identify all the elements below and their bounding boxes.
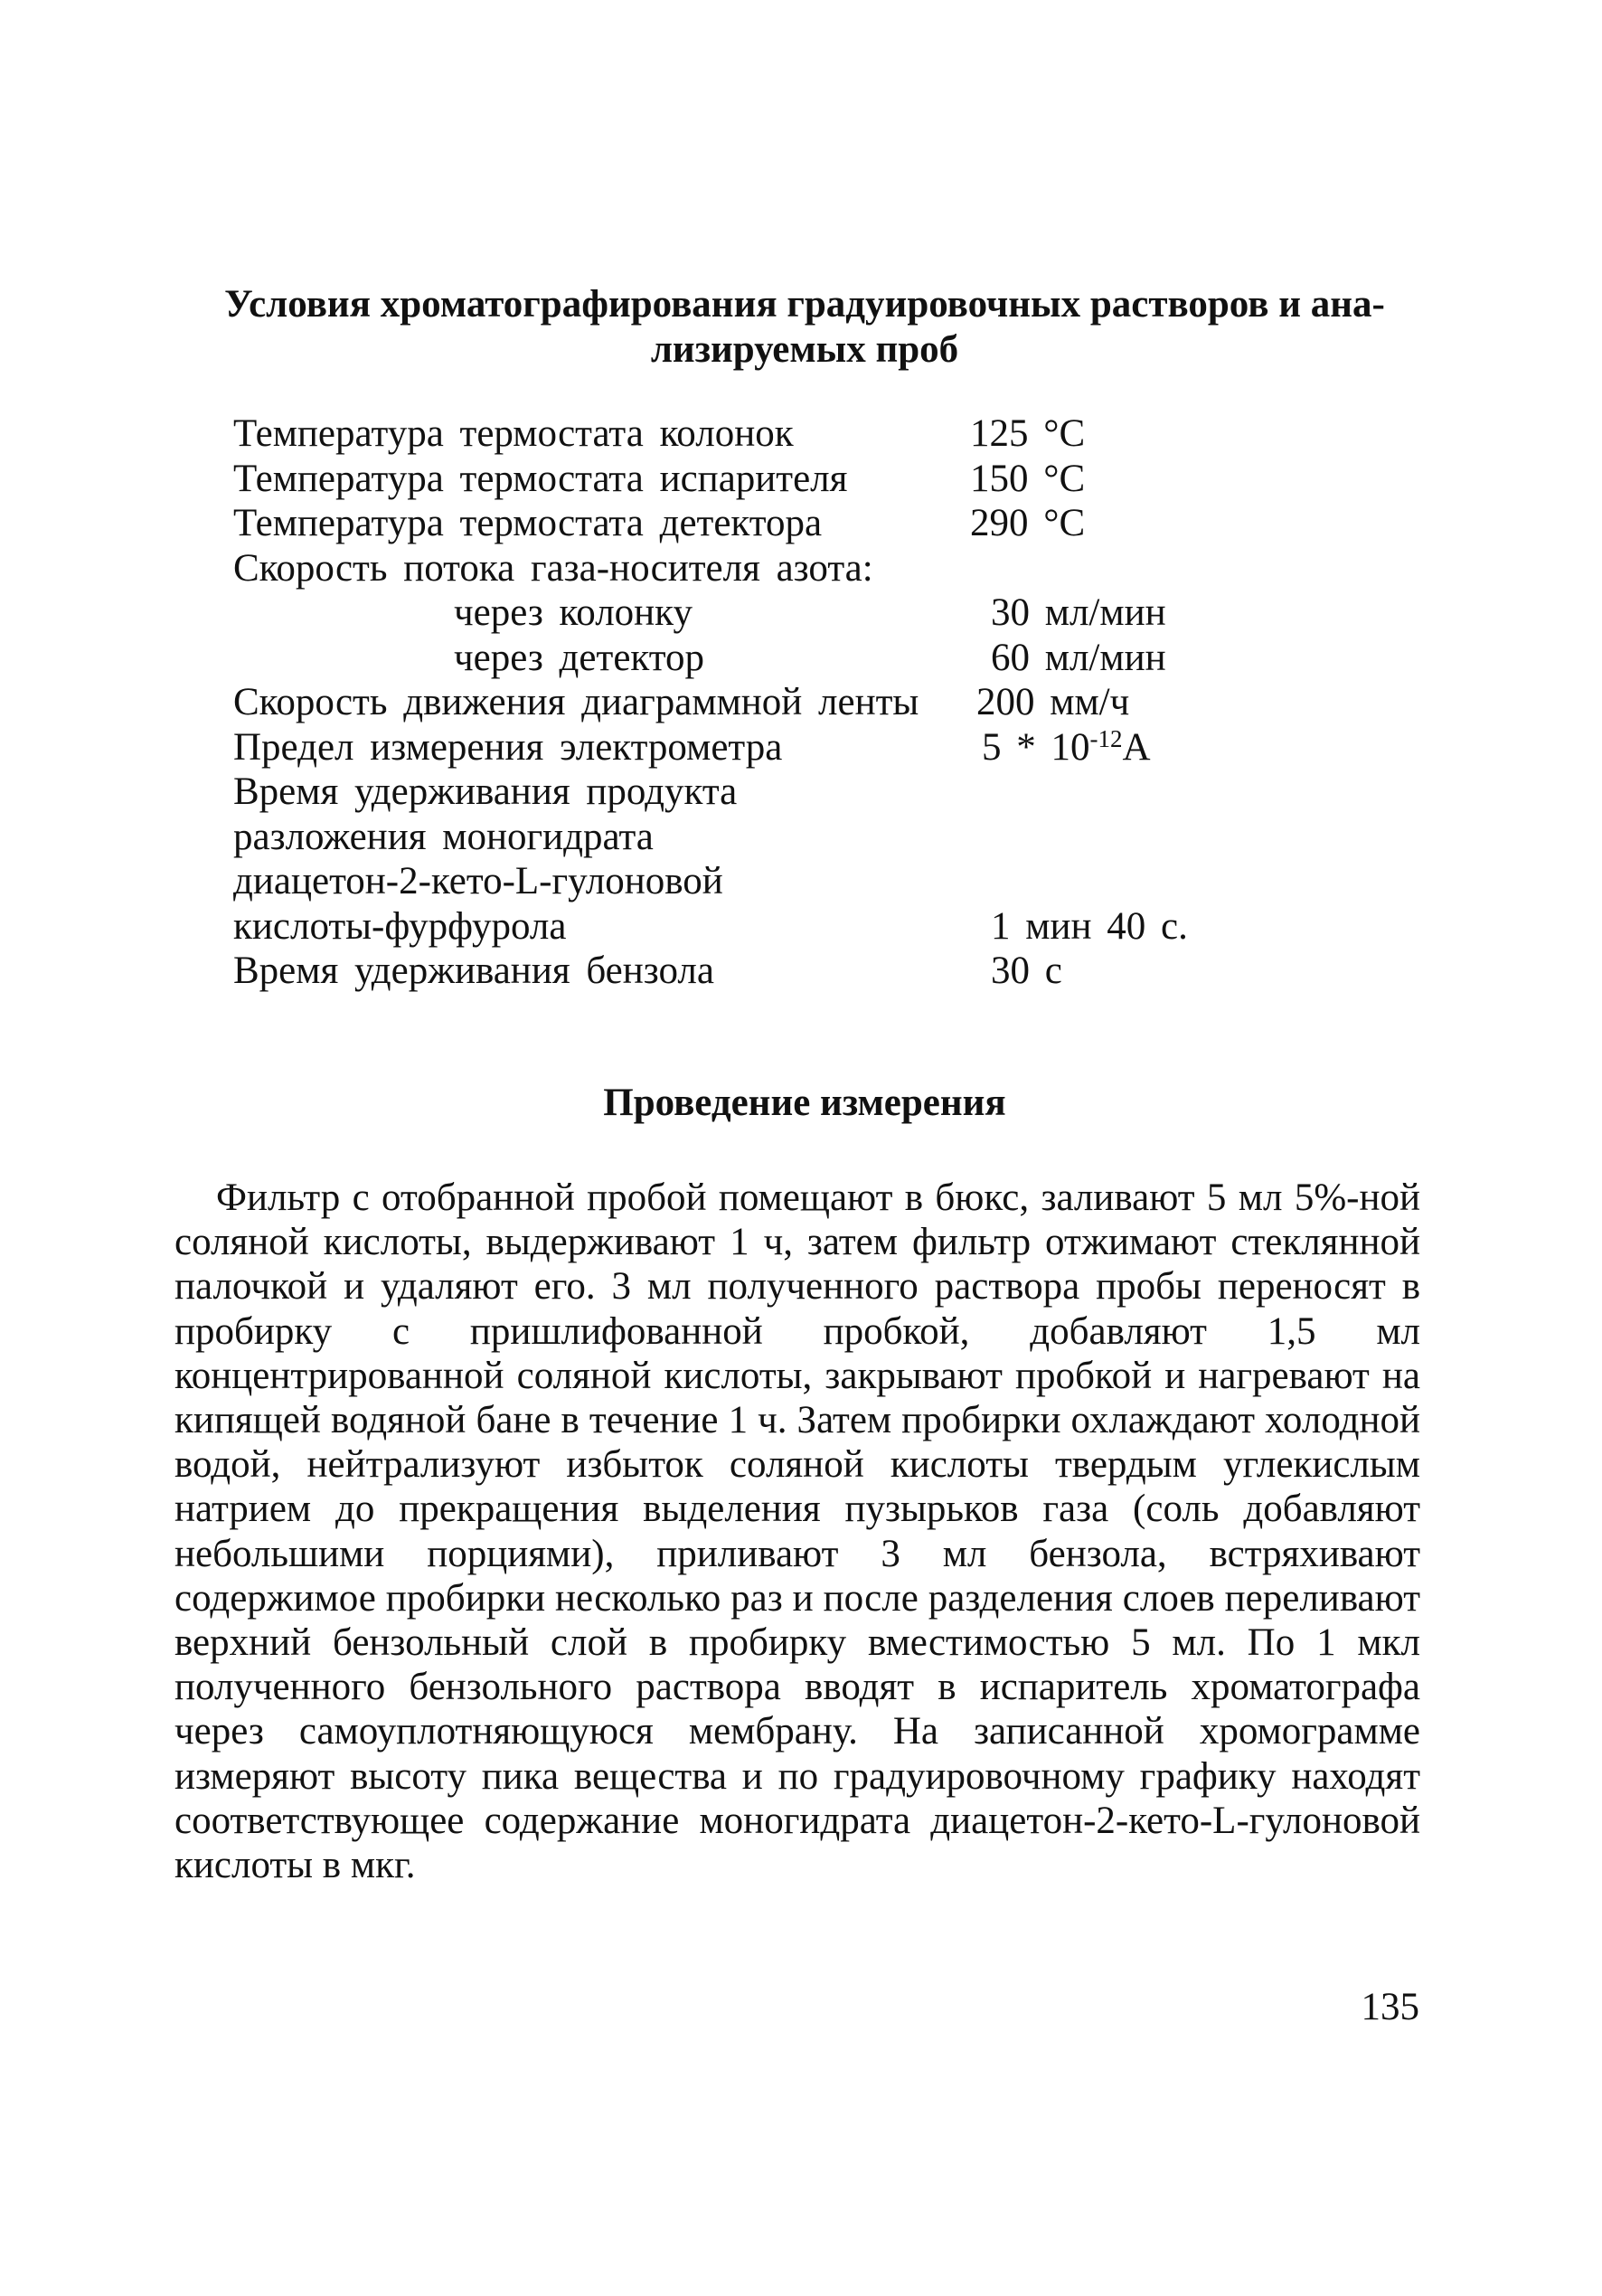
condition-row — [233, 457, 1300, 502]
condition-row — [233, 859, 1300, 904]
condition-label: Температура термостата колонок — [233, 412, 794, 455]
condition-row — [233, 546, 1300, 591]
condition-label: разложения моногидрата — [233, 815, 654, 858]
condition-value: 1 мин 40 с. — [991, 904, 1188, 948]
condition-row — [233, 725, 1300, 770]
condition-row — [233, 949, 1300, 994]
conditions-title-line-1: Условия хроматографирования градуировочных растворов и ана- — [224, 283, 1385, 326]
condition-label: Температура термостата детектора — [233, 502, 823, 544]
condition-label: Температура термостата испарителя — [233, 457, 848, 500]
condition-value: 30 мл/мин — [991, 591, 1166, 634]
condition-value-base: 5 * 10 — [982, 725, 1090, 769]
condition-row — [233, 501, 1300, 546]
condition-value-exponent: -12 — [1089, 724, 1123, 752]
condition-label: Время удерживания бензола — [233, 950, 714, 992]
condition-row — [233, 815, 1300, 860]
condition-row — [233, 770, 1300, 815]
condition-label: диацетон-2-кето-L-гулоновой — [233, 860, 723, 902]
condition-row — [233, 636, 1300, 681]
condition-value: 60 мл/мин — [991, 636, 1166, 679]
measurement-text: Фильтр с отобранной пробой помещают в бюкс, заливают 5 мл 5%-ной соляной кислоты, выдерживают 1 ч, затем фильтр отжимают стеклянной палочкой и удаляют его. 3 мл полученного раствора пробы переносят в пробирку с пришлифованной пробкой, добавляют 1,5 мл концентрированной соляной кислоты, закрывают пробкой и нагревают на кипящей водяной бане в течение 1 ч. Затем пробирки охлаждают холодной водой, нейтрализуют избыток соляной кислоты твердым углекислым натрием до прекращения выделения пузырьков газа (соль добавляют небольшими порциями), приливают 3 мл бензола, встряхивают содержимое пробирки несколько раз и после разделения слоев переливают верхний бензольный слой в пробирку вместимостью 5 мл. По 1 мкл полученного бензольного раствора вводят в испаритель хроматографа через самоуплотняющуюся мембрану. На записанной хромограмме измеряют высоту пика вещества и по градуировочному графику находят соответствующее содержание моногидрата диацетон-2-кето-L-гулоновой кислоты в мкг. — [174, 1176, 1420, 1887]
condition-value: 200 мм/ч — [976, 681, 1130, 723]
condition-label: кислоты-фурфурола — [233, 904, 567, 948]
conditions-title-line-2: лизируемых проб — [650, 328, 959, 371]
condition-label: через детектор — [454, 636, 704, 679]
conditions-list — [233, 411, 1300, 994]
measurement-title: Проведение измерения — [603, 1082, 1006, 1124]
condition-label: Скорость потока газа-носителя азота: — [233, 546, 873, 590]
measurement-paragraph — [174, 1176, 1420, 1887]
condition-label: Время удерживания продукта — [233, 770, 738, 813]
condition-row — [233, 680, 1300, 725]
condition-label: Скорость движения диаграммной ленты — [233, 681, 919, 723]
page-number: 135 — [1361, 1986, 1419, 2028]
condition-value: 30 с — [991, 950, 1062, 992]
condition-value-unit: А — [1122, 725, 1151, 769]
conditions-title — [181, 282, 1428, 373]
condition-value — [982, 725, 1151, 770]
condition-row — [233, 411, 1300, 457]
condition-label: Предел измерения электрометра — [233, 725, 783, 769]
condition-row — [233, 904, 1300, 950]
condition-value: 150 °С — [970, 457, 1086, 500]
condition-row — [233, 591, 1300, 636]
condition-label: через колонку — [454, 591, 693, 634]
condition-value: 125 °С — [970, 412, 1086, 455]
condition-value: 290 °С — [970, 502, 1086, 544]
